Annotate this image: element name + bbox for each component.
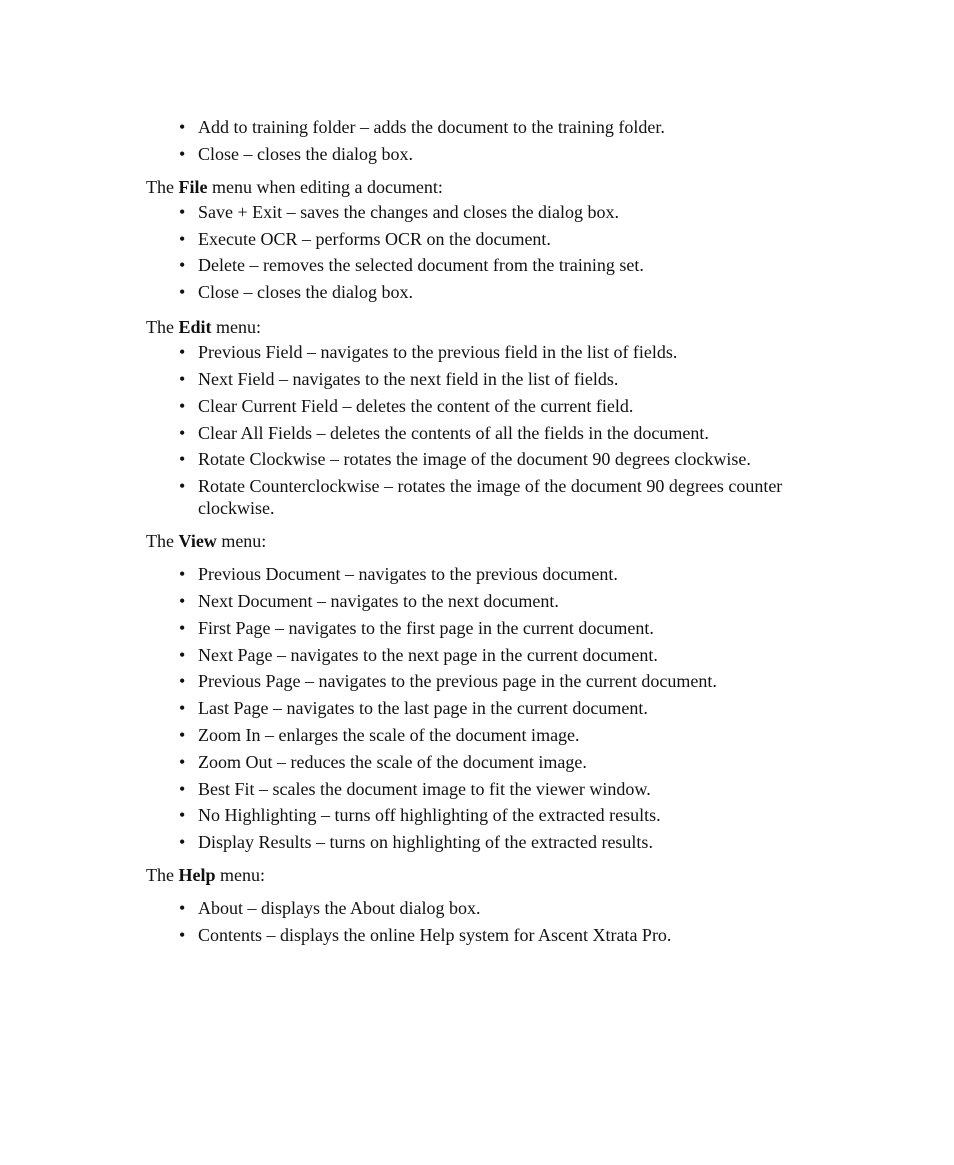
list-item: • Previous Page – navigates to the previous page in the current document. <box>198 670 826 692</box>
menu-name-file: File <box>178 176 208 197</box>
list-item: • Zoom In – enlarges the scale of the document image. <box>198 724 826 746</box>
edit-menu-list <box>146 341 826 519</box>
list-item: • Next Document – navigates to the next document. <box>198 590 826 612</box>
edit-menu-intro <box>146 315 826 339</box>
intro-prefix: The <box>146 317 179 338</box>
view-menu-list <box>146 563 826 853</box>
list-item: • Previous Document – navigates to the previous document. <box>198 563 826 585</box>
page-content <box>146 116 826 951</box>
list-item: • Previous Field – navigates to the previous field in the list of fields. <box>198 341 826 363</box>
list-item: • First Page – navigates to the first page in the current document. <box>198 617 826 639</box>
view-menu-intro <box>146 529 826 553</box>
list-item: • Execute OCR – performs OCR on the document. <box>198 228 826 250</box>
intro-suffix: menu: <box>215 865 265 886</box>
intro-suffix: menu: <box>216 531 267 552</box>
list-item: • Save + Exit – saves the changes and closes the dialog box. <box>198 201 826 223</box>
intro-prefix: The <box>146 865 179 886</box>
list-item: • Next Page – navigates to the next page in the current document. <box>198 644 826 666</box>
list-item: • Zoom Out – reduces the scale of the document image. <box>198 751 826 773</box>
list-item: • Add to training folder – adds the document to the training folder. <box>198 116 826 138</box>
list-item: • Last Page – navigates to the last page in the current document. <box>198 697 826 719</box>
list-item: • Clear Current Field – deletes the content of the current field. <box>198 395 826 417</box>
help-menu-intro <box>146 863 826 887</box>
file-menu-list <box>146 201 826 303</box>
list-item: • Clear All Fields – deletes the contents of all the fields in the document. <box>198 422 826 444</box>
intro-prefix: The <box>146 176 179 197</box>
list-item: • Rotate Counterclockwise – rotates the image of the document 90 degrees counter clockwise. <box>198 475 826 519</box>
intro-prefix: The <box>146 531 179 552</box>
list-item: • Next Field – navigates to the next field in the list of fields. <box>198 368 826 390</box>
list-item: • Close – closes the dialog box. <box>198 143 826 165</box>
intro-suffix: menu: <box>211 317 261 338</box>
intro-suffix: menu when editing a document: <box>207 176 443 197</box>
help-menu-list <box>146 897 826 946</box>
list-item: • Close – closes the dialog box. <box>198 281 826 303</box>
list-item: • About – displays the About dialog box. <box>198 897 826 919</box>
file-menu-intro <box>146 175 826 199</box>
list-item: • Delete – removes the selected document from the training set. <box>198 254 826 276</box>
menu-name-help: Help <box>178 865 216 886</box>
menu-name-view: View <box>178 531 217 552</box>
list-item: • Contents – displays the online Help system for Ascent Xtrata Pro. <box>198 924 826 946</box>
list-item: • Display Results – turns on highlighting of the extracted results. <box>198 831 826 853</box>
top-bullet-list <box>146 116 826 165</box>
list-item: • Rotate Clockwise – rotates the image of the document 90 degrees clockwise. <box>198 448 826 470</box>
list-item: • No Highlighting – turns off highlighting of the extracted results. <box>198 804 826 826</box>
menu-name-edit: Edit <box>178 317 212 338</box>
list-item: • Best Fit – scales the document image to fit the viewer window. <box>198 778 826 800</box>
